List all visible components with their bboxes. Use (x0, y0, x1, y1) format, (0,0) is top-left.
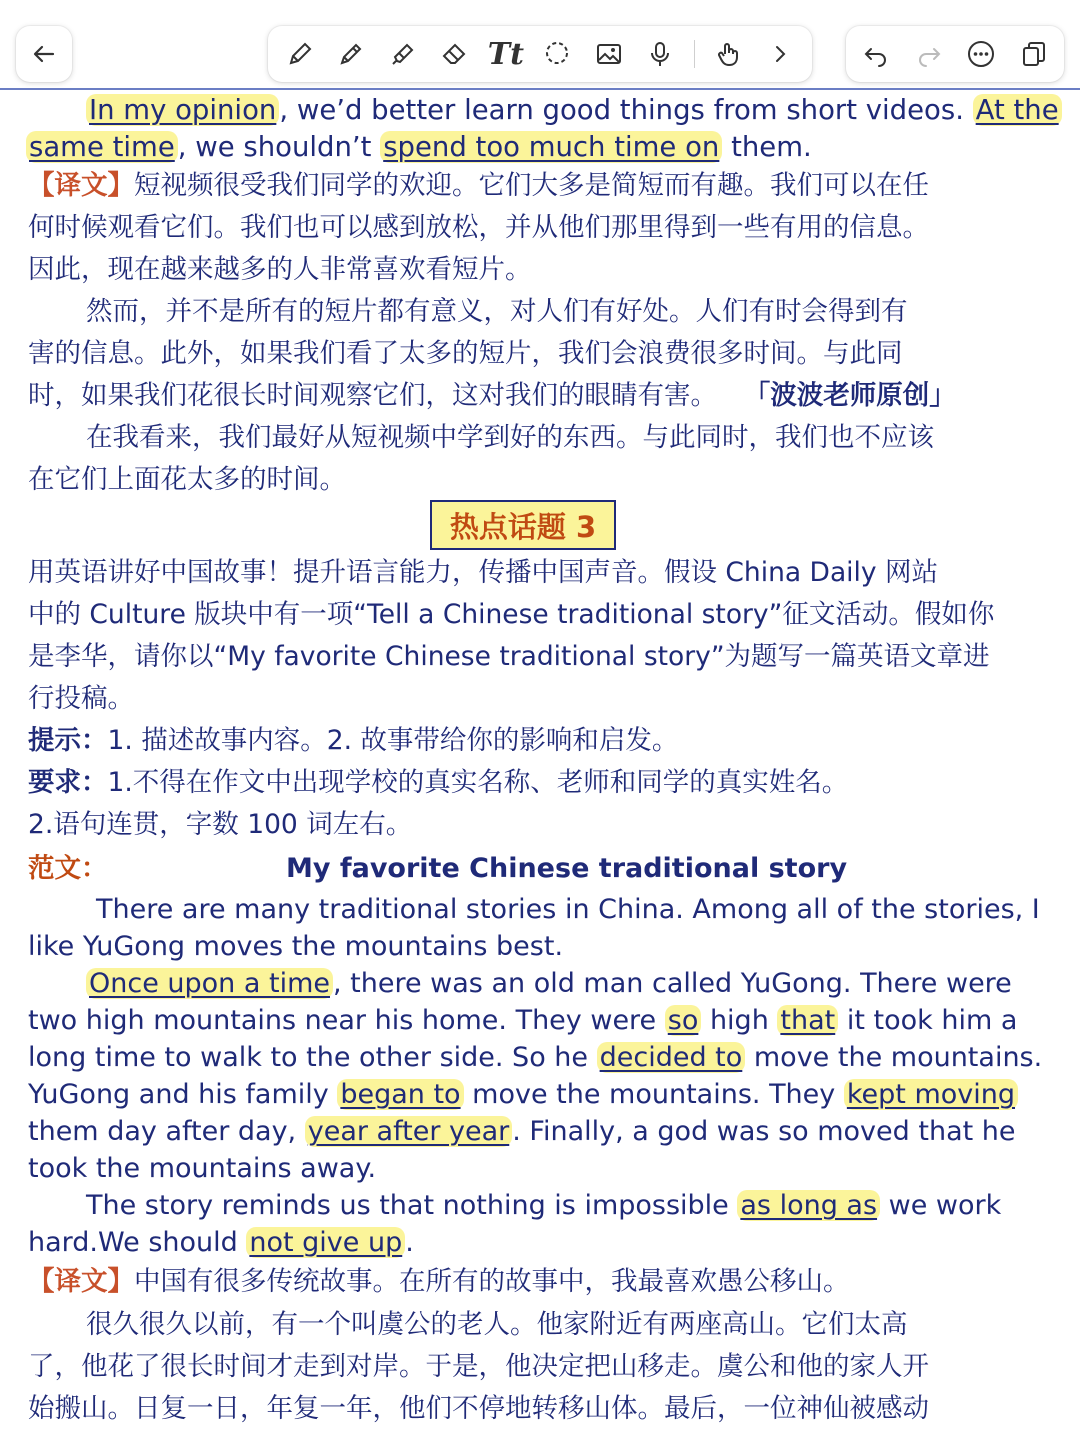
highlighted-phrase: spend too much time on (380, 131, 722, 163)
essay-line: YuGong and his family began to move the mountains. They kept moving (0, 1076, 1080, 1114)
lasso-icon[interactable] (539, 36, 575, 72)
requirement-line: 要求：1.不得在作文中出现学校的真实名称、老师和同学的真实姓名。 (28, 767, 849, 798)
translation-line: 因此，现在越来越多的人非常喜欢看短片。 (28, 254, 532, 285)
translation-line: 始搬山。日复一日，年复一年，他们不停地转移山体。最后，一位神仙被感动 (28, 1393, 929, 1424)
prompt-line: 中的 Culture 版块中有一项“Tell a Chinese traditional story”征文活动。假如你 (28, 599, 995, 630)
back-arrow-icon (26, 36, 62, 72)
highlighted-phrase: so (665, 1005, 702, 1036)
translation-line: 何时候观看它们。我们也可以感到放松，并从他们那里得到一些有用的信息。 (28, 212, 929, 243)
translation-line: 时，如果我们花很长时间观察它们，这对我们的眼睛有害。 「波波老师原创」 (28, 380, 956, 411)
chevron-right-icon[interactable] (762, 36, 798, 72)
essay-line: Once upon a time , there was an old man called YuGong. There were (0, 965, 1080, 1003)
essay-line: two high mountains near his home. They were so high that it took him a (28, 1005, 1018, 1036)
highlighted-phrase: began to (337, 1079, 463, 1110)
essay-line: long time to walk to the other side. So he decided to move the mountains. (28, 1042, 1043, 1073)
hint-line: 提示：1. 描述故事内容。2. 故事带给你的影响和启发。 (28, 725, 679, 756)
highlighted-phrase: that (777, 1005, 838, 1036)
translation-line: 很久很久以前，有一个叫虞公的老人。他家附近有两座高山。它们太高 (86, 1309, 908, 1340)
highlighted-phrase: kept moving (844, 1079, 1018, 1110)
prompt-line: 行投稿。 (28, 683, 134, 714)
author-credit: 「波波老师原创」 (757, 380, 956, 411)
translation-line: 害的信息。此外，如果我们看了太多的短片，我们会浪费很多时间。与此同 (28, 338, 903, 369)
toolbar-divider-line (0, 88, 1080, 90)
eraser-icon[interactable] (436, 36, 472, 72)
essay-line: took the mountains away. (28, 1153, 377, 1184)
highlighted-phrase: same time (26, 131, 178, 163)
highlighted-phrase: Once upon a time (86, 968, 333, 999)
pen-icon[interactable] (282, 36, 318, 72)
highlighted-phrase: At the (973, 94, 1062, 126)
highlighted-phrase: as long as (737, 1190, 880, 1221)
back-button[interactable] (16, 26, 72, 82)
essay-line: The story reminds us that nothing is impossible as long as we work (86, 1190, 1002, 1221)
essay-line: them day after day, year after year . Finally, a god was so moved that he (28, 1116, 1016, 1147)
redo-icon[interactable] (911, 36, 947, 72)
hand-pointer-icon[interactable] (711, 36, 747, 72)
highlighted-phrase: year after year (305, 1116, 513, 1147)
drawing-tools (268, 26, 812, 82)
essay-line: hard.We should not give up . (28, 1227, 414, 1258)
text-line: same time , we shouldn’t spend too much time on them. (0, 128, 1080, 166)
translation-label: 【译文】 (28, 170, 134, 201)
document-actions (846, 26, 1064, 82)
translation-line: 【译文】中国有很多传统故事。在所有的故事中，我最喜欢愚公移山。 (28, 1266, 850, 1297)
essay-title: My favorite Chinese traditional story (286, 853, 848, 884)
prompt-line: 用英语讲好中国故事！提升语言能力，传播中国声音。假设 China Daily 网站 (28, 557, 939, 588)
essay-line: There are many traditional stories in China. Among all of the stories, I (96, 894, 1040, 925)
translation-line: 在它们上面花太多的时间。 (28, 464, 346, 495)
translation-line: 【译文】短视频很受我们同学的欢迎。它们大多是简短而有趣。我们可以在任 (28, 170, 929, 201)
prompt-line: 是李华，请你以“My favorite Chinese traditional story”为题写一篇英语文章进 (28, 641, 990, 672)
essay-line: like YuGong moves the mountains best. (28, 931, 564, 962)
toolbar-divider (694, 40, 695, 68)
undo-icon[interactable] (858, 36, 894, 72)
translation-line: 了，他花了很长时间才走到对岸。于是，他决定把山移走。虞公和他的家人开 (28, 1351, 929, 1382)
highlighted-phrase: In my opinion (86, 94, 279, 126)
hint-label: 提示： (28, 725, 108, 756)
pages-icon[interactable] (1016, 36, 1052, 72)
text-line: In my opinion , we’d better learn good things from short videos. At the (0, 91, 1080, 129)
highlighted-phrase: decided to (597, 1042, 746, 1073)
toolbar (0, 0, 1080, 90)
highlighted-phrase: not give up (246, 1227, 405, 1258)
hot-topic-heading: 热点话题 3 (430, 500, 616, 550)
pencil-icon[interactable] (333, 36, 369, 72)
highlighter-icon[interactable] (385, 36, 421, 72)
translation-line: 然而，并不是所有的短片都有意义，对人们有好处。人们有时会得到有 (86, 296, 908, 327)
requirement-label: 要求： (28, 767, 108, 798)
microphone-icon[interactable] (642, 36, 678, 72)
requirement-line: 2.语句连贯，字数 100 词左右。 (28, 809, 413, 840)
essay-label: 范文： (28, 853, 108, 884)
image-icon[interactable] (591, 36, 627, 72)
text-tool-icon[interactable]: Tt (487, 36, 524, 72)
translation-label: 【译文】 (28, 1266, 134, 1297)
more-icon[interactable] (963, 36, 999, 72)
translation-line: 在我看来，我们最好从短视频中学到好的东西。与此同时，我们也不应该 (86, 422, 934, 453)
